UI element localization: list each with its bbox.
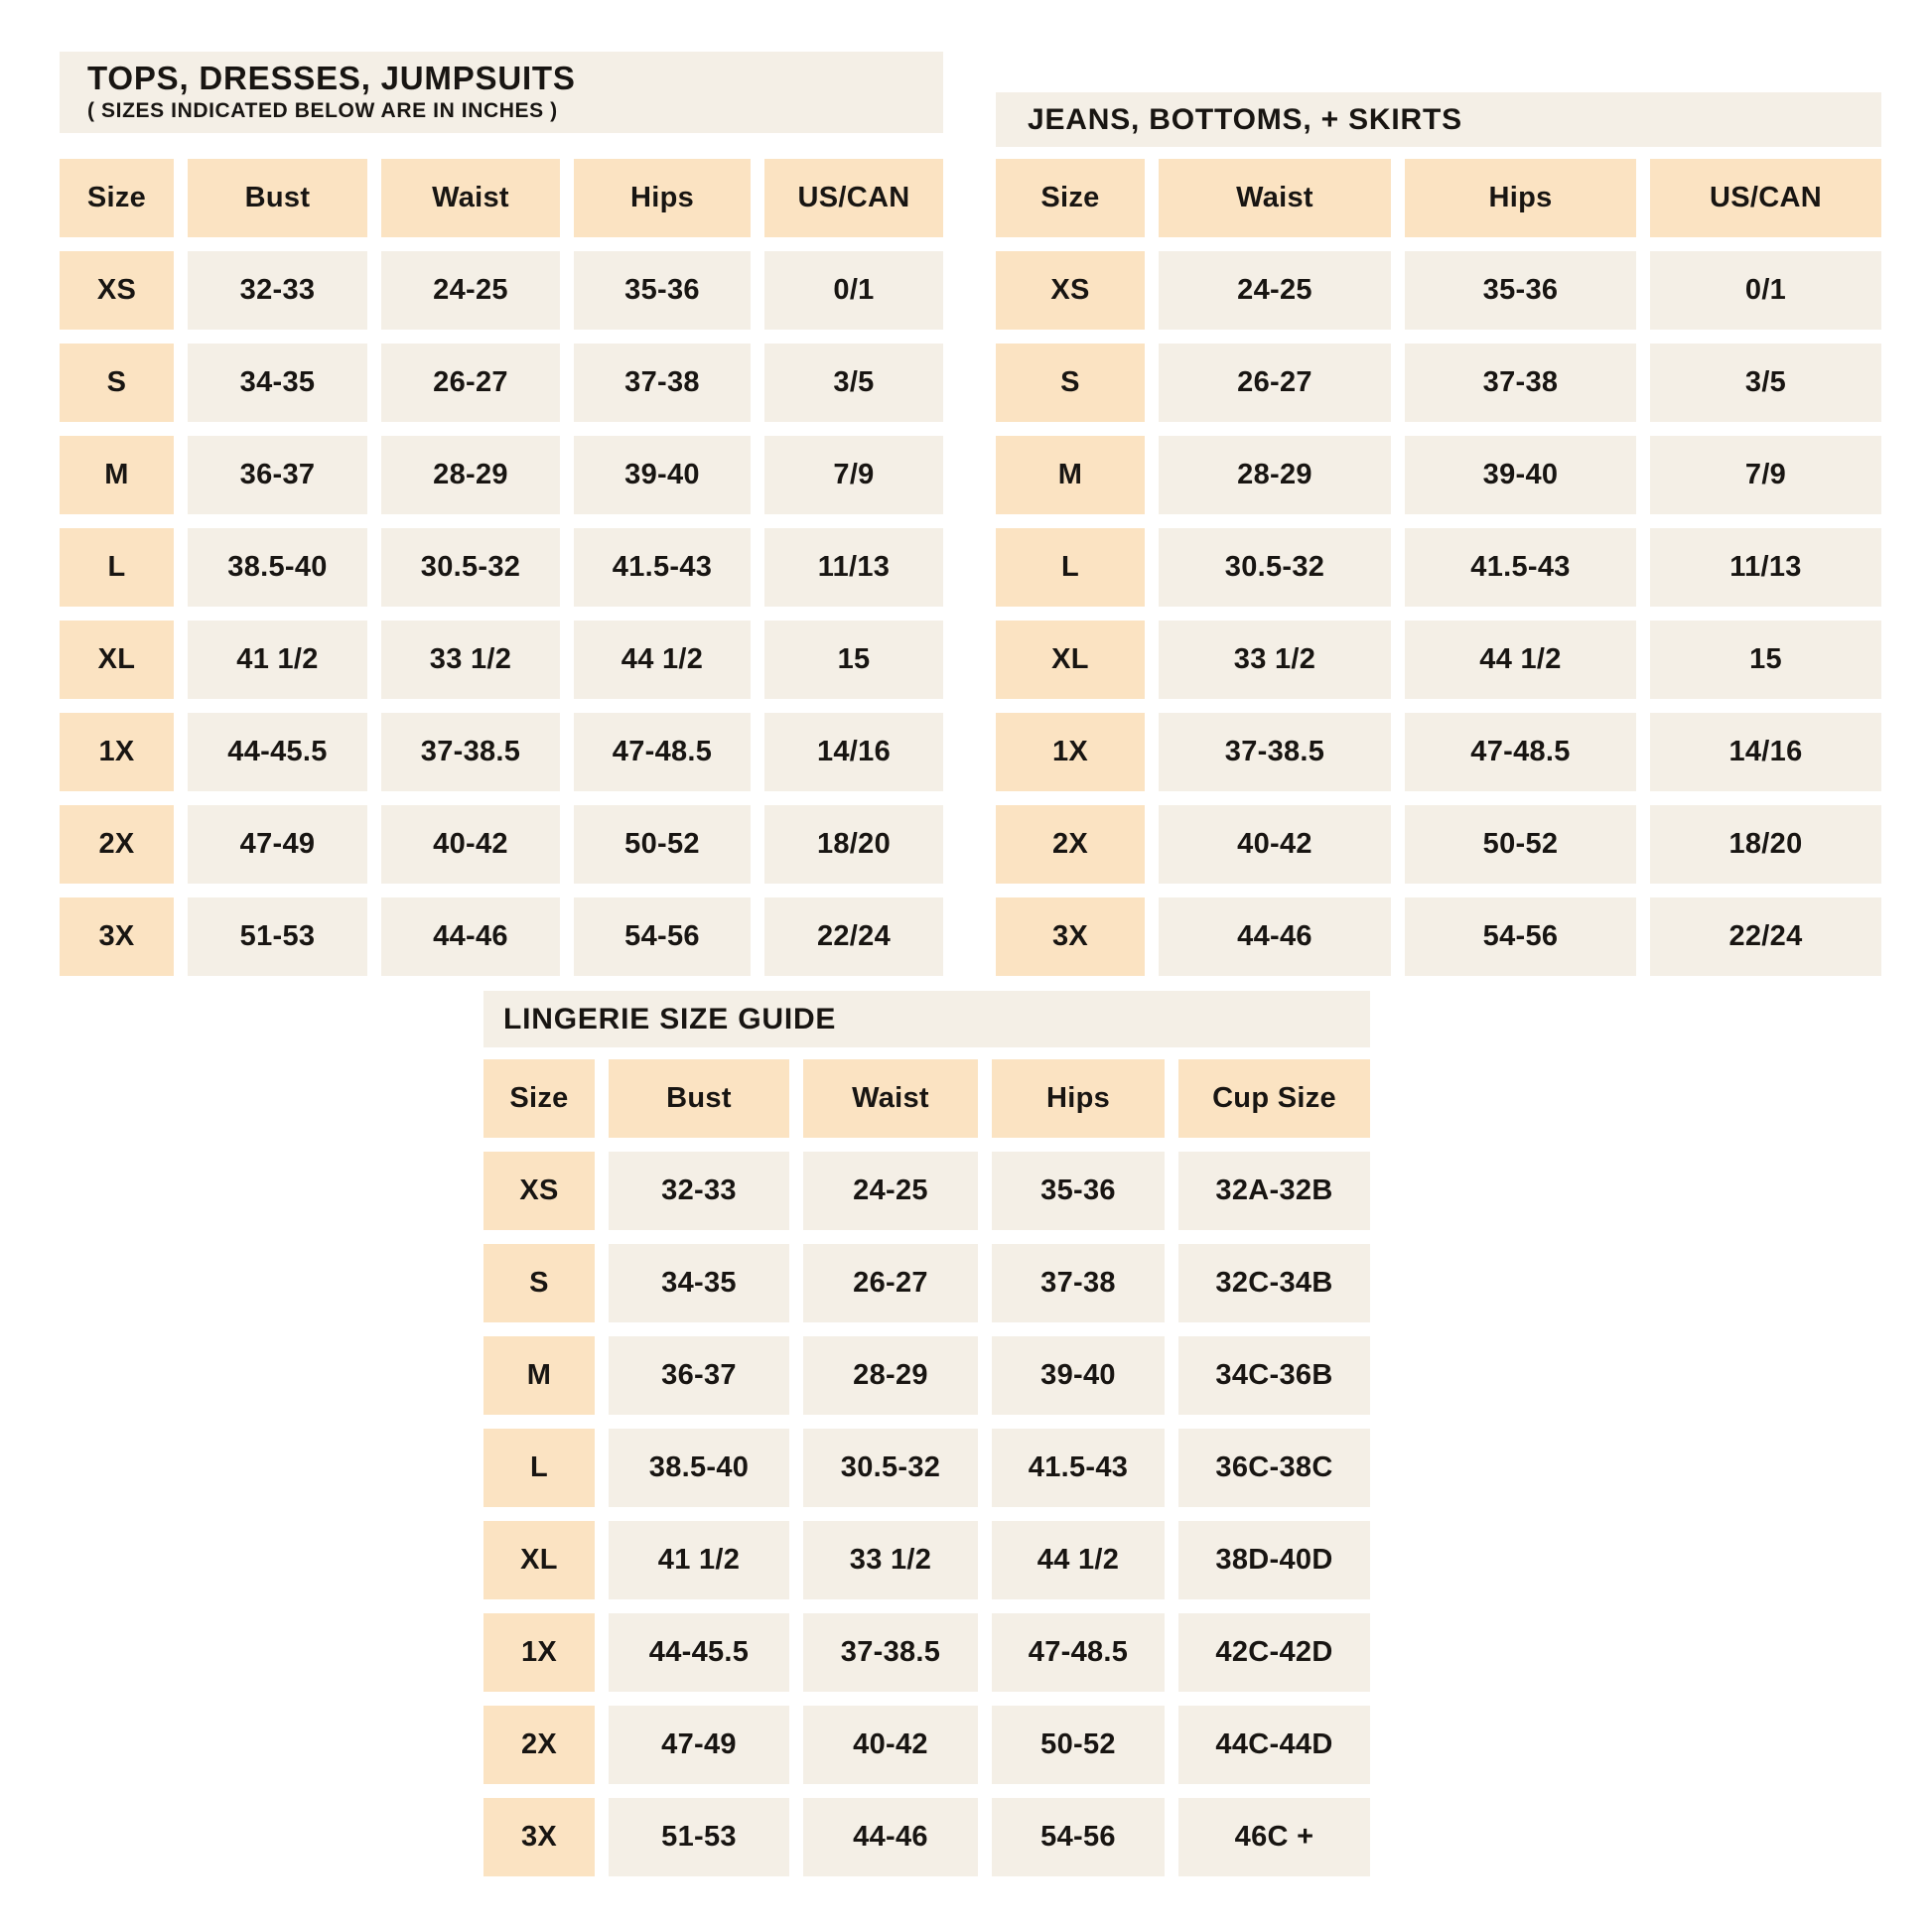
column-header: Hips (992, 1059, 1165, 1138)
measurement-cell: 50-52 (1405, 805, 1636, 884)
size-label-cell: 1X (483, 1613, 595, 1692)
measurement-cell: 18/20 (764, 805, 943, 884)
measurement-cell: 32-33 (188, 251, 367, 330)
size-label-cell: XS (996, 251, 1145, 330)
size-label-cell: XS (483, 1152, 595, 1230)
size-label-cell: 1X (996, 713, 1145, 791)
column-header: Hips (1405, 159, 1636, 237)
measurement-cell: 38.5-40 (188, 528, 367, 607)
measurement-cell: 3/5 (1650, 344, 1881, 422)
measurement-cell: 33 1/2 (1159, 621, 1391, 699)
size-label-cell: 3X (996, 897, 1145, 976)
measurement-cell: 28-29 (381, 436, 560, 514)
measurement-cell: 51-53 (188, 897, 367, 976)
size-label-cell: 1X (60, 713, 174, 791)
size-label-cell: 2X (996, 805, 1145, 884)
size-label-cell: XL (60, 621, 174, 699)
measurement-cell: 37-38 (992, 1244, 1165, 1322)
measurement-cell: 14/16 (1650, 713, 1881, 791)
column-header: US/CAN (1650, 159, 1881, 237)
measurement-cell: 34-35 (609, 1244, 789, 1322)
size-label-cell: S (60, 344, 174, 422)
measurement-cell: 30.5-32 (1159, 528, 1391, 607)
measurement-cell: 44 1/2 (992, 1521, 1165, 1599)
measurement-cell: 47-49 (609, 1706, 789, 1784)
column-header: Bust (188, 159, 367, 237)
measurement-cell: 42C-42D (1178, 1613, 1370, 1692)
measurement-cell: 35-36 (1405, 251, 1636, 330)
size-label-cell: L (483, 1429, 595, 1507)
measurement-cell: 7/9 (1650, 436, 1881, 514)
measurement-cell: 28-29 (803, 1336, 978, 1415)
measurement-cell: 30.5-32 (803, 1429, 978, 1507)
tops-table-title: TOPS, DRESSES, JUMPSUITS (87, 60, 576, 97)
measurement-cell: 44-46 (803, 1798, 978, 1876)
lingerie-table-grid (483, 1059, 1370, 1876)
size-label-cell: XL (483, 1521, 595, 1599)
measurement-cell: 24-25 (381, 251, 560, 330)
size-label-cell: XS (60, 251, 174, 330)
measurement-cell: 26-27 (1159, 344, 1391, 422)
measurement-cell: 47-48.5 (992, 1613, 1165, 1692)
tops-table-units-note: ( SIZES INDICATED BELOW ARE IN INCHES ) (87, 98, 558, 122)
column-header: Size (996, 159, 1145, 237)
column-header: US/CAN (764, 159, 943, 237)
measurement-cell: 28-29 (1159, 436, 1391, 514)
measurement-cell: 37-38 (574, 344, 751, 422)
measurement-cell: 11/13 (764, 528, 943, 607)
measurement-cell: 39-40 (574, 436, 751, 514)
measurement-cell: 0/1 (764, 251, 943, 330)
measurement-cell: 41.5-43 (992, 1429, 1165, 1507)
measurement-cell: 46C + (1178, 1798, 1370, 1876)
column-header: Size (483, 1059, 595, 1138)
tops-table-grid (60, 159, 943, 976)
measurement-cell: 51-53 (609, 1798, 789, 1876)
measurement-cell: 41.5-43 (574, 528, 751, 607)
lingerie-table-banner (483, 991, 1370, 1047)
measurement-cell: 35-36 (574, 251, 751, 330)
column-header: Hips (574, 159, 751, 237)
column-header: Waist (803, 1059, 978, 1138)
measurement-cell: 26-27 (381, 344, 560, 422)
measurement-cell: 3/5 (764, 344, 943, 422)
measurement-cell: 34C-36B (1178, 1336, 1370, 1415)
measurement-cell: 32A-32B (1178, 1152, 1370, 1230)
column-header: Cup Size (1178, 1059, 1370, 1138)
measurement-cell: 37-38.5 (381, 713, 560, 791)
measurement-cell: 15 (1650, 621, 1881, 699)
measurement-cell: 44-45.5 (188, 713, 367, 791)
size-label-cell: 2X (60, 805, 174, 884)
measurement-cell: 7/9 (764, 436, 943, 514)
measurement-cell: 47-48.5 (574, 713, 751, 791)
measurement-cell: 44 1/2 (1405, 621, 1636, 699)
measurement-cell: 37-38.5 (803, 1613, 978, 1692)
measurement-cell: 47-49 (188, 805, 367, 884)
size-label-cell: S (483, 1244, 595, 1322)
measurement-cell: 34-35 (188, 344, 367, 422)
column-header: Waist (1159, 159, 1391, 237)
measurement-cell: 11/13 (1650, 528, 1881, 607)
jeans-table-banner (996, 92, 1881, 147)
measurement-cell: 41 1/2 (188, 621, 367, 699)
jeans-size-table (996, 52, 1881, 976)
measurement-cell: 36-37 (188, 436, 367, 514)
size-label-cell: S (996, 344, 1145, 422)
jeans-table-grid (996, 159, 1881, 976)
measurement-cell: 24-25 (1159, 251, 1391, 330)
size-label-cell: M (60, 436, 174, 514)
size-label-cell: L (996, 528, 1145, 607)
measurement-cell: 41.5-43 (1405, 528, 1636, 607)
measurement-cell: 0/1 (1650, 251, 1881, 330)
measurement-cell: 54-56 (574, 897, 751, 976)
column-header: Bust (609, 1059, 789, 1138)
size-label-cell: M (996, 436, 1145, 514)
measurement-cell: 38D-40D (1178, 1521, 1370, 1599)
measurement-cell: 22/24 (764, 897, 943, 976)
column-header: Size (60, 159, 174, 237)
measurement-cell: 41 1/2 (609, 1521, 789, 1599)
measurement-cell: 15 (764, 621, 943, 699)
measurement-cell: 47-48.5 (1405, 713, 1636, 791)
measurement-cell: 54-56 (1405, 897, 1636, 976)
measurement-cell: 33 1/2 (381, 621, 560, 699)
measurement-cell: 36C-38C (1178, 1429, 1370, 1507)
column-header: Waist (381, 159, 560, 237)
size-label-cell: 3X (60, 897, 174, 976)
measurement-cell: 36-37 (609, 1336, 789, 1415)
measurement-cell: 39-40 (1405, 436, 1636, 514)
measurement-cell: 40-42 (803, 1706, 978, 1784)
size-label-cell: M (483, 1336, 595, 1415)
measurement-cell: 26-27 (803, 1244, 978, 1322)
size-label-cell: 2X (483, 1706, 595, 1784)
jeans-table-title: JEANS, BOTTOMS, + SKIRTS (1028, 102, 1462, 136)
measurement-cell: 50-52 (574, 805, 751, 884)
tops-size-table (60, 52, 943, 976)
measurement-cell: 39-40 (992, 1336, 1165, 1415)
measurement-cell: 22/24 (1650, 897, 1881, 976)
measurement-cell: 44-46 (1159, 897, 1391, 976)
measurement-cell: 32C-34B (1178, 1244, 1370, 1322)
measurement-cell: 32-33 (609, 1152, 789, 1230)
size-label-cell: 3X (483, 1798, 595, 1876)
lingerie-size-table (483, 991, 1370, 1876)
measurement-cell: 44C-44D (1178, 1706, 1370, 1784)
size-label-cell: L (60, 528, 174, 607)
measurement-cell: 18/20 (1650, 805, 1881, 884)
measurement-cell: 44 1/2 (574, 621, 751, 699)
measurement-cell: 40-42 (1159, 805, 1391, 884)
measurement-cell: 44-46 (381, 897, 560, 976)
measurement-cell: 50-52 (992, 1706, 1165, 1784)
measurement-cell: 54-56 (992, 1798, 1165, 1876)
measurement-cell: 14/16 (764, 713, 943, 791)
measurement-cell: 24-25 (803, 1152, 978, 1230)
tops-table-banner (60, 52, 943, 133)
lingerie-table-title: LINGERIE SIZE GUIDE (503, 1002, 837, 1035)
measurement-cell: 35-36 (992, 1152, 1165, 1230)
size-label-cell: XL (996, 621, 1145, 699)
measurement-cell: 40-42 (381, 805, 560, 884)
measurement-cell: 33 1/2 (803, 1521, 978, 1599)
measurement-cell: 30.5-32 (381, 528, 560, 607)
measurement-cell: 38.5-40 (609, 1429, 789, 1507)
measurement-cell: 44-45.5 (609, 1613, 789, 1692)
measurement-cell: 37-38 (1405, 344, 1636, 422)
measurement-cell: 37-38.5 (1159, 713, 1391, 791)
